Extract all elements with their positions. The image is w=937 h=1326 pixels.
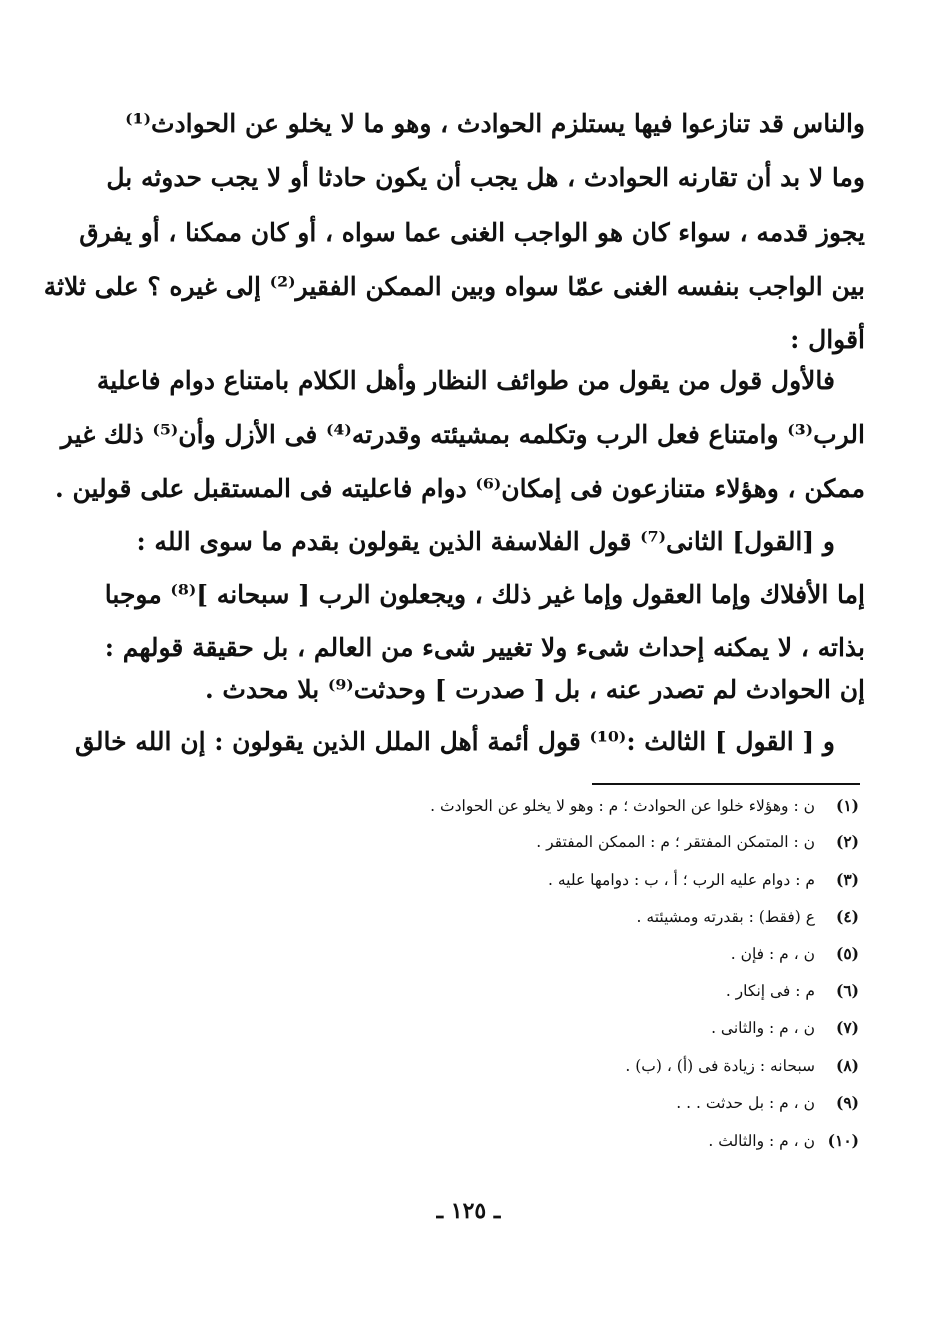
footnote-number: (٥) [835, 944, 859, 963]
body-line-13: و [ القول ] الثالث :⁽¹⁰⁾ قول أئمة أهل الملل الذين يقولون : إن الله خالق [75, 727, 835, 756]
body-line-2: وما لا بد أن تقارنه الحوادث ، هل يجب أن يكون حادثا أو لا يجب حدوثه بل [106, 163, 865, 192]
footnote-8 [625, 1048, 859, 1084]
footnote-number: (٤) [835, 907, 859, 926]
body-line-9: و [القول] الثانى⁽⁷⁾ قول الفلاسفة الذين يقولون بقدم ما سوى الله : [136, 527, 835, 556]
footnote-number: (٧) [835, 1018, 859, 1037]
body-line-10: إما الأفلاك وإما العقول وإما غير ذلك ، ويجعلون الرب [ سبحانه ]⁽⁸⁾ موجبا [104, 580, 865, 609]
body-line-8: ممكن ، وهؤلاء متنازعون فى إمكان⁽⁶⁾ دوام فاعليته فى المستقبل على قولين . [55, 474, 865, 503]
footnote-number: (٩) [835, 1093, 859, 1112]
footnote-9 [676, 1085, 859, 1121]
page-number: ـ ١٢٥ ـ [436, 1198, 501, 1224]
footnote-6 [726, 973, 859, 1009]
footnote-text: ن ، م : بل حدثت . . . [676, 1094, 815, 1112]
footnote-4 [637, 899, 859, 935]
footnote-1 [430, 788, 859, 824]
footnote-text: ع (فقط) : بقدرته ومشيئته . [636, 908, 815, 926]
body-line-6: فالأول قول من يقول من طوائف النظار وأهل الكلام بامتناع دوام فاعلية [96, 366, 835, 395]
footnote-text: ن ، م : فإن . [730, 945, 815, 963]
body-line-3: يجوز قدمه ، سواء كان هو الواجب الغنى عما سواه ، أو كان ممكنا ، أو يفرق [79, 218, 865, 247]
footnote-number: (١٠) [827, 1131, 859, 1150]
body-line-5: أقوال : [790, 325, 865, 354]
footnote-text: ن ، م : والثالث . [708, 1132, 815, 1150]
body-line-7: الرب⁽³⁾ وامتناع فعل الرب وتكلمه بمشيئته وقدرته⁽⁴⁾ فى الأزل وأن⁽⁵⁾ ذلك غير [60, 420, 865, 449]
footnote-number: (٦) [835, 981, 859, 1000]
footnote-7 [711, 1010, 859, 1046]
footnote-text: ن : وهؤلاء خلوا عن الحوادث ؛ م : وهو لا يخلو عن الحوادث . [430, 797, 815, 815]
footnote-2 [536, 824, 859, 860]
footnote-number: (٣) [835, 870, 859, 889]
footnote-number: (١) [835, 796, 859, 815]
footnote-separator [592, 783, 860, 785]
footnote-3 [548, 862, 859, 898]
footnote-5 [731, 936, 859, 972]
body-line-4: بين الواجب بنفسه الغنى عمّا سواه وبين الممكن الفقير⁽²⁾ إلى غيره ؟ على ثلاثة [43, 272, 865, 301]
footnote-text: ن ، م : والثانى . [711, 1019, 815, 1037]
footnote-number: (٨) [835, 1056, 859, 1075]
footnote-text: سبحانه : زيادة فى (أ) ، (ب) . [625, 1057, 815, 1075]
footnote-10 [708, 1123, 859, 1159]
footnote-text: م : فى إنكار . [725, 982, 815, 1000]
body-line-1: والناس قد تنازعوا فيها يستلزم الحوادث ، وهو ما لا يخلو عن الحوادث⁽¹⁾ [125, 109, 865, 138]
body-line-12: إن الحوادث لم تصدر عنه ، بل [ صدرت ] وحدثت⁽⁹⁾ بلا محدث . [205, 675, 865, 704]
footnote-text: ن : المتمكن المفتقر ؛ م : الممكن المفتقر . [536, 833, 815, 851]
body-line-11: بذاته ، لا يمكنه إحداث شىء ولا تغيير شىء من العالم ، بل حقيقة قولهم : [104, 633, 865, 662]
footnote-text: م : دوام عليه الرب ؛ أ ، ب : دوامها عليه . [548, 871, 815, 889]
footnote-number: (٢) [835, 832, 859, 851]
